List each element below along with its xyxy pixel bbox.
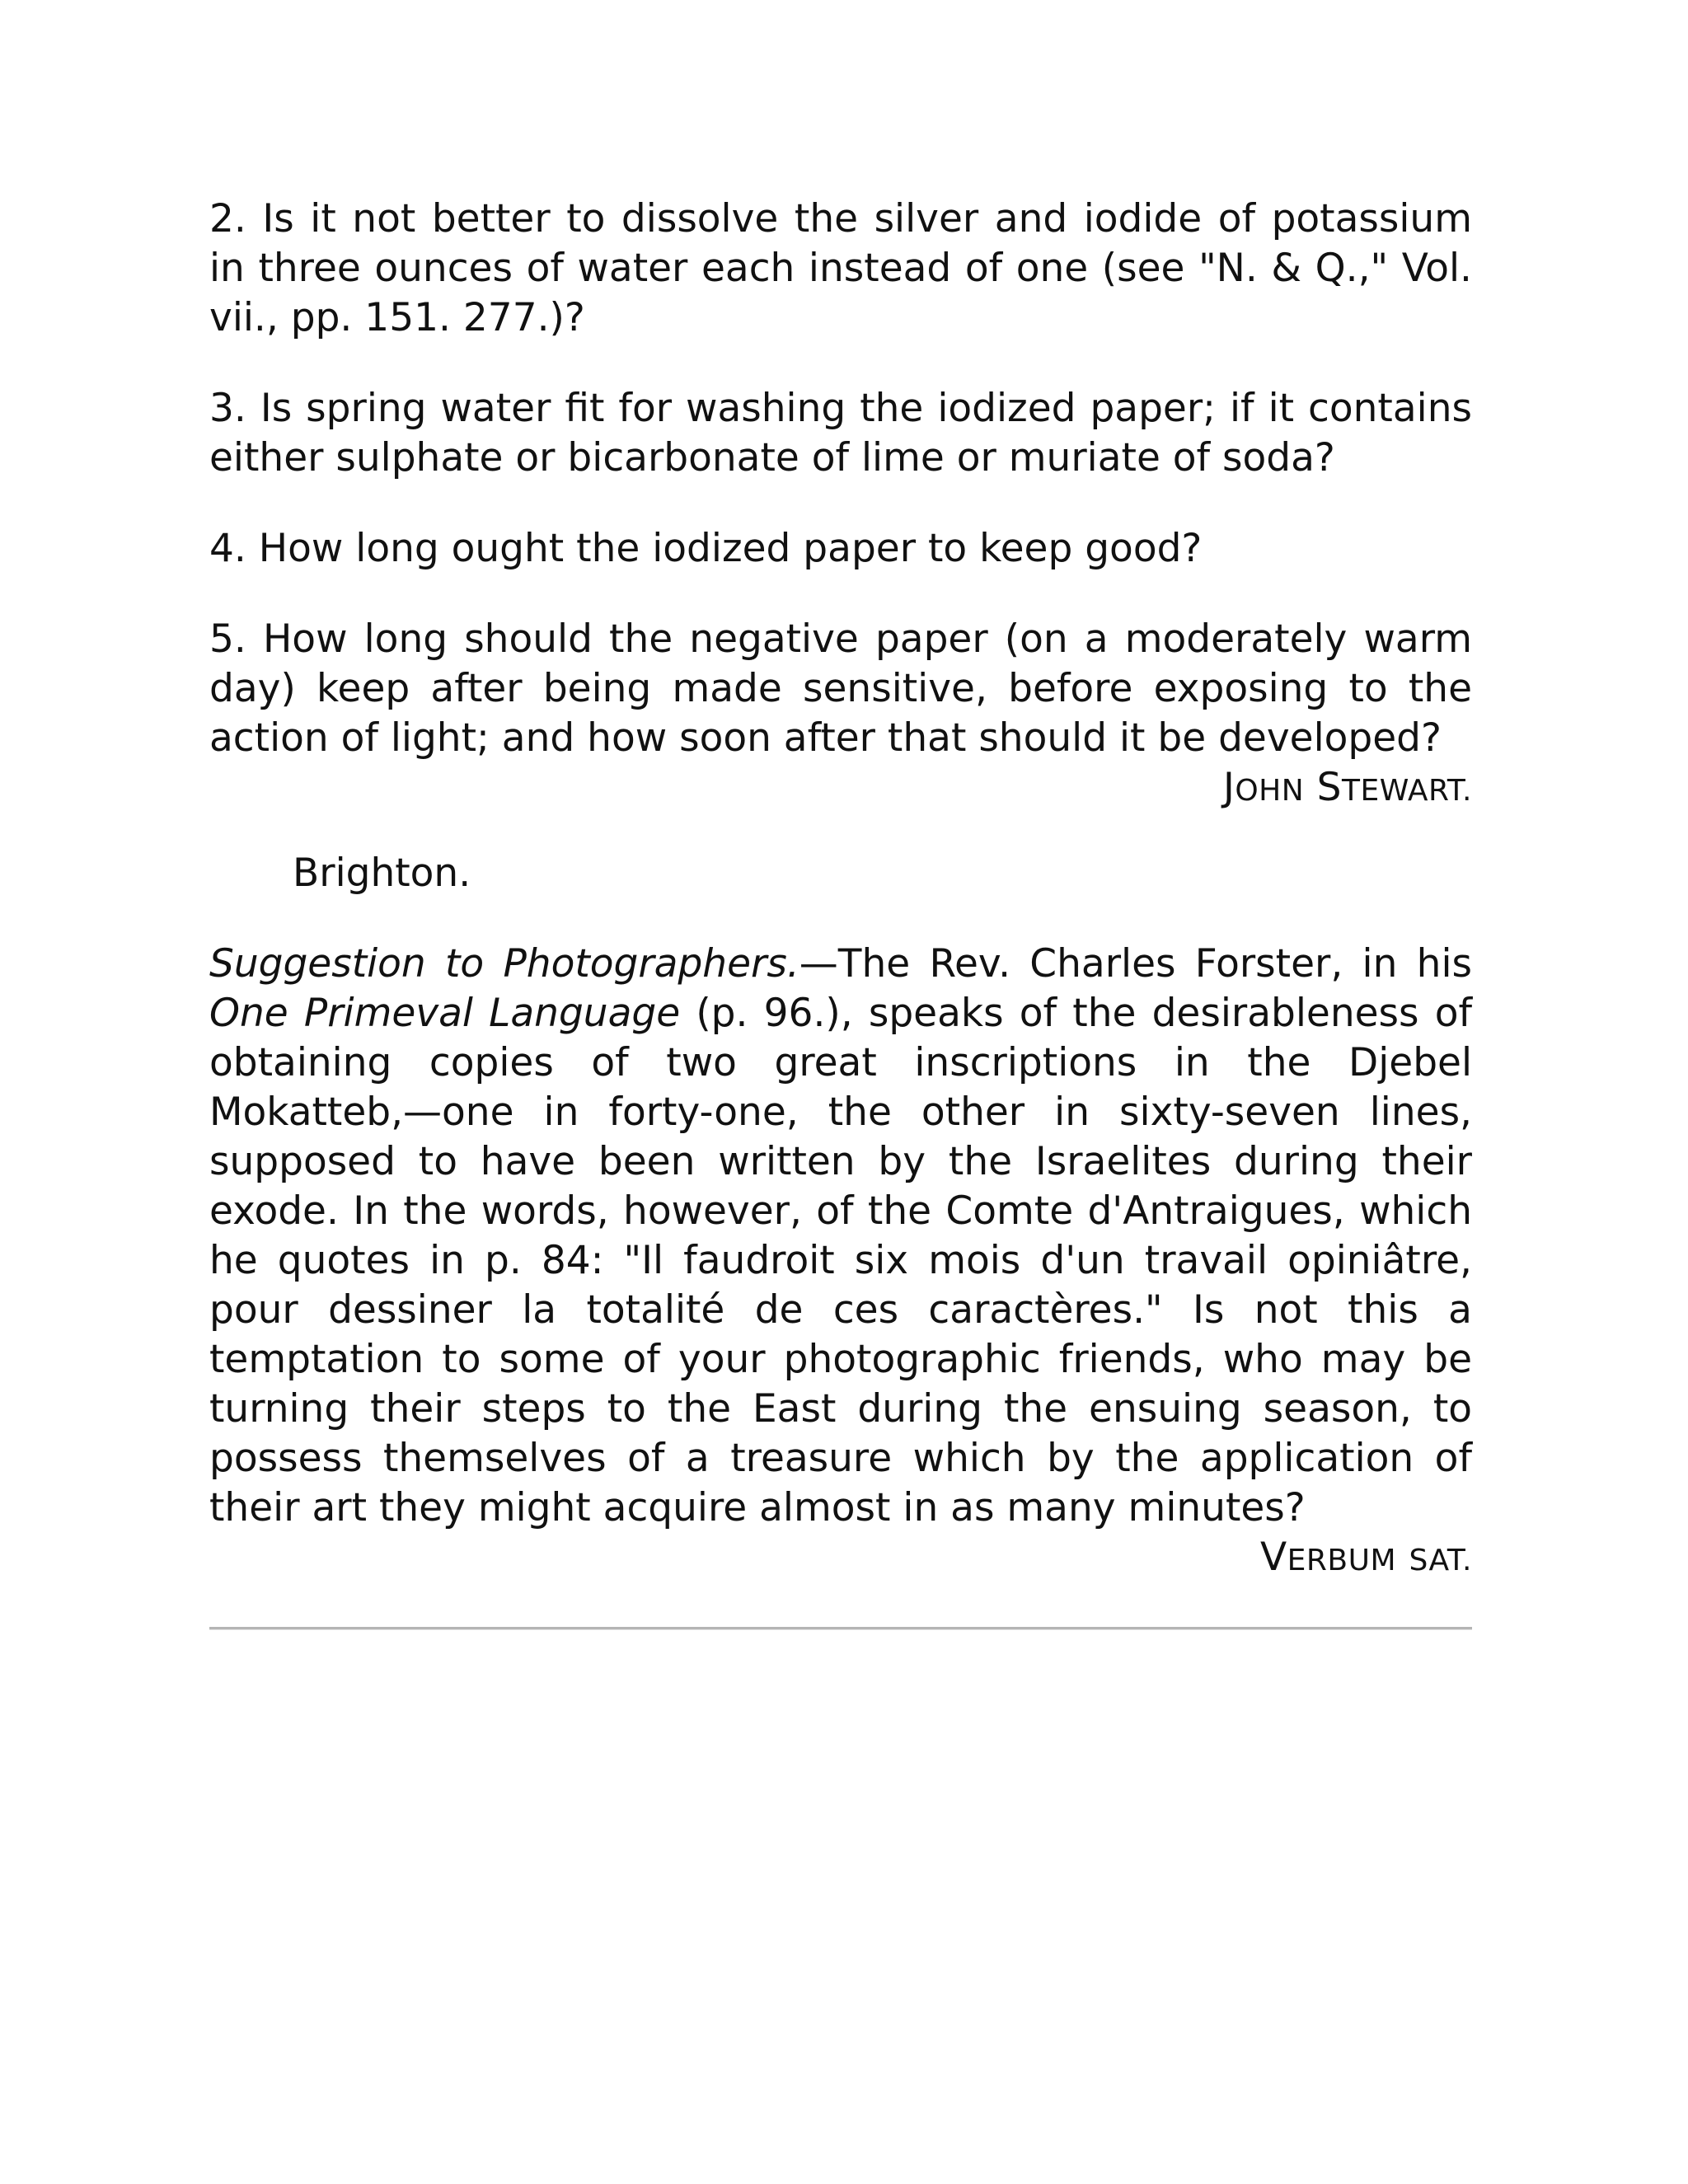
document-page <box>209 194 1472 1630</box>
question-3-paragraph: 3. Is spring water fit for washing the iodized paper; if it contains either sulphate or bicarbonate of lime or muriate of soda? <box>209 386 1472 480</box>
signature-small-caps: SAT. <box>1409 1544 1472 1577</box>
signature-small-caps: TEWART. <box>1341 774 1472 808</box>
signature-verbum-sat <box>209 1533 1472 1586</box>
suggestion-heading: Suggestion to Photographers. <box>209 941 799 987</box>
signature-small-caps: OHN <box>1235 774 1305 808</box>
signature-initial: S <box>1316 765 1342 810</box>
suggestion-text-part-2: (p. 96.), speaks of the desirableness of obtaining copies of two great inscriptions in the Djebel Mokatteb,—one in forty-one, the other in sixty-seven lines, supposed to have been written by the Israelites during their exode. In the words, however, of the Comte d'Antraigues, which he quotes in p. 84: "Il faudroit six mois d'un travail opiniâtre, pour dessiner la totalité de ces caractères." Is not this a temptation to some of your photographic friends, who may be turning their steps to the East during the ensuing season, to possess themselves of a treasure which by the application of their art they might acquire almost in as many minutes? <box>209 991 1472 1530</box>
signature-small-caps: ERBUM <box>1287 1544 1397 1577</box>
horizontal-rule <box>209 1627 1472 1630</box>
suggestion-text-part-1: —The Rev. Charles Forster, in his <box>799 941 1472 987</box>
question-2-paragraph: 2. Is it not better to dissolve the silver and iodide of potassium in three ounces of water each instead of one (see "N. & Q.," Vol. vii., pp. 151. 277.)? <box>209 196 1472 340</box>
suggestion-paragraph <box>209 940 1472 1533</box>
signature-initial: J <box>1222 765 1236 810</box>
question-4-paragraph: 4. How long ought the iodized paper to keep good? <box>209 526 1203 571</box>
signature-initial: V <box>1260 1535 1287 1580</box>
signature-john-stewart <box>209 763 1472 816</box>
place-line: Brighton. <box>293 851 471 896</box>
question-5-paragraph: 5. How long should the negative paper (on a moderately warm day) keep after being made sensitive, before exposing to the action of light; and how soon after that should it be developed? <box>209 616 1472 761</box>
book-title: One Primeval Language <box>209 991 681 1036</box>
